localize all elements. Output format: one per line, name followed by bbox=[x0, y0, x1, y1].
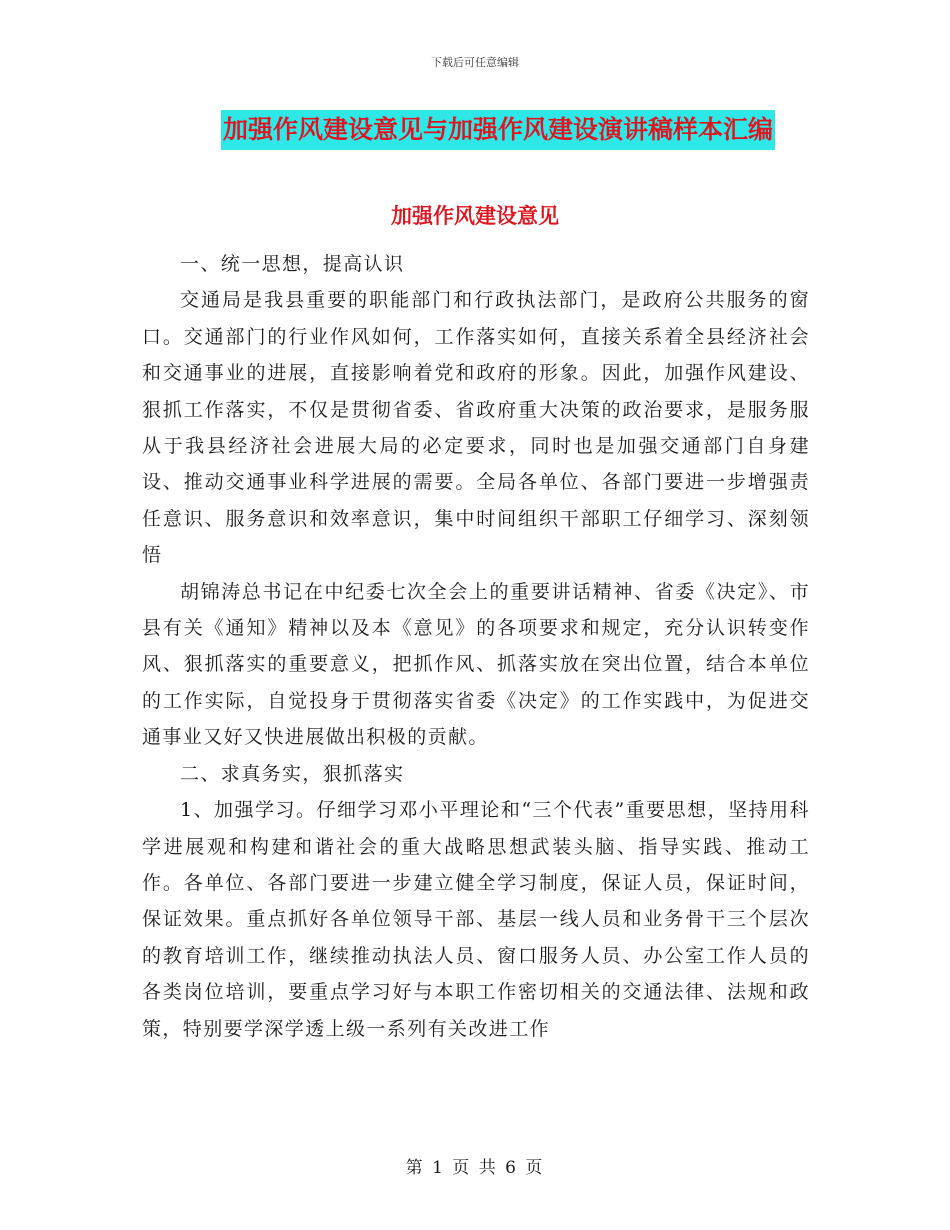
section-title: 加强作风建设意见 bbox=[391, 204, 559, 228]
document-main-title bbox=[0, 110, 950, 153]
page-header-note: 下载后可任意编辑 bbox=[431, 56, 519, 69]
section-heading: 二、求真务实，狠抓落实 bbox=[180, 762, 405, 785]
body-paragraph: 胡锦涛总书记在中纪委七次全会上的重要讲话精神、省委《决定》、市县有关《通知》精神以及本《意见》的各项要求和规定，充分认识转变作风、狠抓落实的重要意义，把抓作风、抓落实放在突出位置，结合本单位的工作实际，自觉投身于贯彻落实省委《决定》的工作实践中，为促进交通事业又好又快进展做出积极的贡献。 bbox=[142, 580, 810, 749]
page-number-footer: 第 1 页 共 6 页 bbox=[405, 1158, 545, 1178]
body-paragraph: 交通局是我县重要的职能部门和行政执法部门，是政府公共服务的窗口。交通部门的行业作风如何，工作落实如何，直接关系着全县经济社会和交通事业的进展，直接影响着党和政府的形象。因此，加强作风建设、狠抓工作落实，不仅是贯彻省委、省政府重大决策的政治要求，是服务服从于我县经济社会进展大局的必定要求，同时也是加强交通部门自身建设、推动交通事业科学进展的需要。全局各单位、各部门要进一步增强责任意识、服务意识和效率意识，集中时间组织干部职工仔细学习、深刻领悟 bbox=[142, 289, 810, 567]
document-body bbox=[142, 246, 810, 1047]
body-paragraph: 1、加强学习。仔细学习邓小平理论和“三个代表”重要思想，坚持用科学进展观和构建和谐社会的重大战略思想武装头脑、指导实践、推动工作。各单位、各部门要进一步建立健全学习制度，保证人员，保证时间，保证效果。重点抓好各单位领导干部、基层一线人员和业务骨干三个层次的教育培训工作，继续推动执法人员、窗口服务人员、办公室工作人员的各类岗位培训，要重点学习好与本职工作密切相关的交通法律、法规和政策，特别要学深学透上级一系列有关改进工作 bbox=[142, 799, 810, 1040]
section-heading: 一、统一思想，提高认识 bbox=[180, 253, 405, 275]
highlighted-title-text: 加强作风建设意见与加强作风建设演讲稿样本汇编 bbox=[221, 110, 775, 150]
